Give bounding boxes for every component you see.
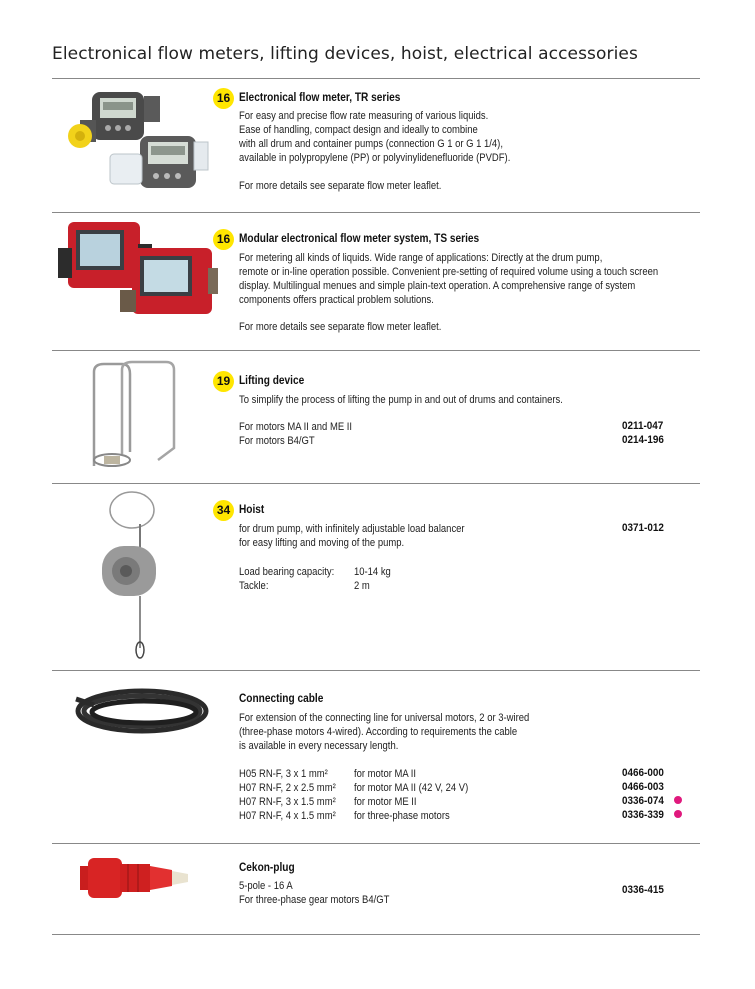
section-divider (52, 934, 700, 935)
page-number-badge: 16 (213, 88, 234, 109)
product-title: Lifting device (239, 375, 305, 387)
lifting-device-image (82, 356, 192, 476)
variant-label: For motors B4/GT (239, 435, 315, 447)
spec-label: Load bearing capacity: (239, 566, 335, 578)
description-line: remote or in-line operation possible. Convenient pre-setting of required volume using a touch screen (239, 266, 659, 278)
section-divider (52, 483, 700, 484)
flow-meter-ts-image (58, 218, 218, 318)
description-line: For metering all kinds of liquids. Wide range of applications: Directly at the drum pump, (239, 252, 603, 264)
page-number-badge: 19 (213, 371, 234, 392)
description-line: available in polypropylene (PP) or polyvinylidenefluoride (PVDF). (239, 152, 511, 164)
variant-label: For motors MA II and ME II (239, 421, 353, 433)
spec-label: Tackle: (239, 580, 269, 592)
article-number: 0336-339 (622, 809, 664, 821)
description-line: for drum pump, with infinitely adjustable load balancer (239, 523, 465, 535)
page-number-badge: 16 (213, 229, 234, 250)
article-number: 0336-074 (622, 795, 664, 807)
flow-meter-tr-image (62, 84, 212, 204)
marker-dot (674, 796, 682, 804)
description-line: for easy lifting and moving of the pump. (239, 537, 405, 549)
section-divider (52, 843, 700, 844)
article-number: 0371-012 (622, 522, 664, 534)
article-number: 0466-000 (622, 767, 664, 779)
cable-type: H05 RN-F, 3 x 1 mm² (239, 768, 328, 780)
spec-value: 10-14 kg (354, 566, 391, 578)
product-title: Hoist (239, 504, 265, 516)
product-title: Connecting cable (239, 693, 324, 705)
cable-use: for motor MA II (354, 768, 417, 780)
description-line: display. Multilingual menues and simple plain-text operation. A comprehensive range of system (239, 280, 636, 292)
leaflet-note: For more details see separate flow meter leaflet. (239, 180, 442, 192)
description-line: For three-phase gear motors B4/GT (239, 894, 390, 906)
cekon-plug-image (76, 852, 191, 906)
description-line: with all drum and container pumps (connection G 1 or G 1 1/4), (239, 138, 503, 150)
cable-use: for three-phase motors (354, 810, 450, 822)
page-number-badge: 34 (213, 500, 234, 521)
cable-type: H07 RN-F, 2 x 2.5 mm² (239, 782, 336, 794)
section-divider (52, 350, 700, 351)
cable-type: H07 RN-F, 4 x 1.5 mm² (239, 810, 336, 822)
hoist-image (96, 488, 166, 663)
product-title: Electronical flow meter, TR series (239, 92, 401, 104)
description-line: For extension of the connecting line for universal motors, 2 or 3-wired (239, 712, 530, 724)
cable-image (66, 683, 216, 743)
page-title: Electronical flow meters, lifting devices, hoist, electrical accessories (52, 44, 638, 64)
leaflet-note: For more details see separate flow meter leaflet. (239, 321, 442, 333)
description-line: Ease of handling, compact design and ideally to combine (239, 124, 478, 136)
article-number: 0211-047 (622, 420, 664, 432)
product-title: Modular electronical flow meter system, TS series (239, 233, 480, 245)
marker-dot (674, 810, 682, 818)
product-title: Cekon-plug (239, 862, 295, 874)
section-divider (52, 212, 700, 213)
article-number: 0214-196 (622, 434, 664, 446)
description-line: components offers practical problem solutions. (239, 294, 434, 306)
cable-use: for motor ME II (354, 796, 417, 808)
section-divider (52, 670, 700, 671)
article-number: 0336-415 (622, 884, 664, 896)
cable-use: for motor MA II (42 V, 24 V) (354, 782, 469, 794)
cable-type: H07 RN-F, 3 x 1.5 mm² (239, 796, 336, 808)
section-divider (52, 78, 700, 79)
description-line: For easy and precise flow rate measuring of various liquids. (239, 110, 489, 122)
spec-value: 2 m (354, 580, 370, 592)
description-line: is available in every necessary length. (239, 740, 399, 752)
description-line: (three-phase motors 4-wired). According to requirements the cable (239, 726, 518, 738)
description-line: To simplify the process of lifting the pump in and out of drums and containers. (239, 394, 563, 406)
description-line: 5-pole - 16 A (239, 880, 293, 892)
article-number: 0466-003 (622, 781, 664, 793)
